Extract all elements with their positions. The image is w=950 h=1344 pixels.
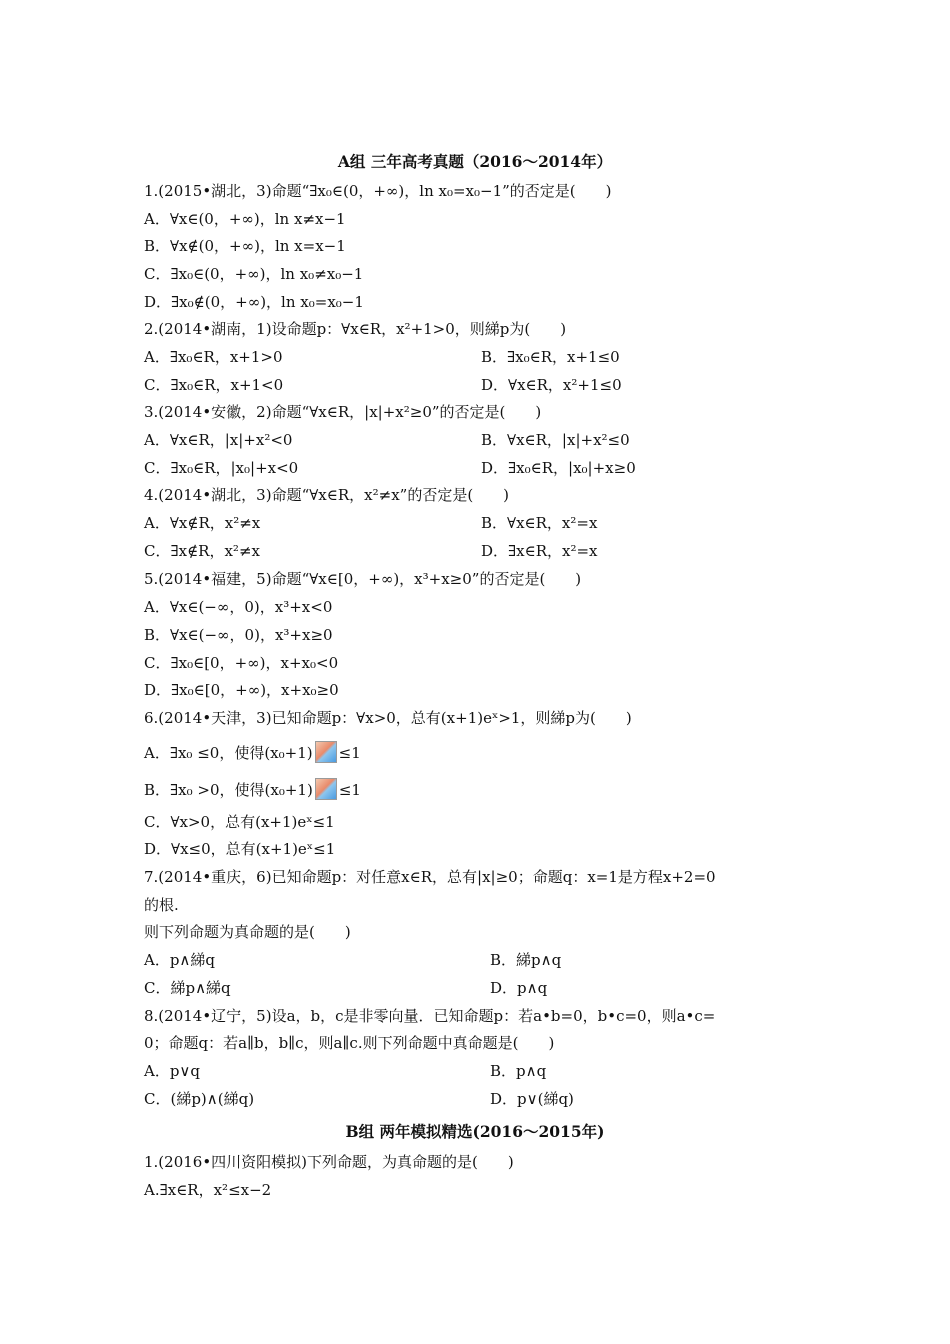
question-8-stem-cont: 0；命题q：若a∥b，b∥c，则a∥c.则下列命题中真命题是( ) bbox=[144, 1034, 555, 1052]
question-3-option-c: C．∃x₀∈R，|x₀|+x<0 bbox=[144, 459, 299, 477]
question-7-stem: 7.(2014•重庆，6)已知命题p：对任意x∈R，总有|x|≥0；命题q：x=1是方程x+2=0 bbox=[144, 868, 716, 886]
question-2-option-b: B．∃x₀∈R，x+1≤0 bbox=[481, 348, 620, 366]
section-b-question-1-stem: 1.(2016•四川资阳模拟)下列命题，为真命题的是( ) bbox=[144, 1153, 514, 1171]
question-7-stem-cont: 的根. bbox=[144, 896, 179, 914]
question-8-option-b: B．p∧q bbox=[490, 1062, 547, 1080]
question-4-option-c: C．∃x∉R，x²≠x bbox=[144, 542, 260, 560]
question-7-option-a: A．p∧綈q bbox=[144, 951, 216, 969]
question-4-option-d: D．∃x∈R，x²=x bbox=[481, 542, 598, 560]
question-4-option-a: A．∀x∉R，x²≠x bbox=[144, 514, 261, 532]
question-2-option-a: A．∃x₀∈R，x+1>0 bbox=[144, 348, 283, 366]
question-2-option-c: C．∃x₀∈R，x+1<0 bbox=[144, 376, 284, 394]
section-b-heading: B组 两年模拟精选(2016～2015年) bbox=[345, 1122, 605, 1141]
option-a-text: A．∃x₀ ≤0，使得(x₀+1) bbox=[144, 744, 313, 762]
question-8-option-a: A．p∨q bbox=[144, 1062, 201, 1080]
question-7-option-b: B．綈p∧q bbox=[490, 951, 562, 969]
broken-image-icon bbox=[315, 741, 337, 763]
question-1-option-a: A．∀x∈(0，+∞)，ln x≠x−1 bbox=[144, 210, 346, 228]
option-b-suffix: ≤1 bbox=[338, 781, 361, 799]
question-6-option-b bbox=[144, 778, 361, 800]
question-8-option-c: C．(綈p)∧(綈q) bbox=[144, 1090, 255, 1108]
question-5-option-d: D．∃x₀∈[0，+∞)，x+x₀≥0 bbox=[144, 681, 339, 699]
question-6-option-a bbox=[144, 741, 361, 763]
question-5-option-a: A．∀x∈(−∞，0)，x³+x<0 bbox=[144, 598, 333, 616]
section-b-question-1-option-a: A.∃x∈R，x²≤x−2 bbox=[144, 1181, 272, 1199]
question-4-stem: 4.(2014•湖北，3)命题“∀x∈R，x²≠x”的否定是( ) bbox=[144, 486, 510, 504]
option-a-suffix: ≤1 bbox=[338, 744, 361, 762]
question-3-option-b: B．∀x∈R，|x|+x²≤0 bbox=[481, 431, 630, 449]
question-7-prompt: 则下列命题为真命题的是( ) bbox=[144, 923, 351, 941]
option-b-text: B．∃x₀ >0，使得(x₀+1) bbox=[144, 781, 313, 799]
question-5-option-c: C．∃x₀∈[0，+∞)，x+x₀<0 bbox=[144, 654, 339, 672]
question-7-option-c: C．綈p∧綈q bbox=[144, 979, 231, 997]
question-4-option-b: B．∀x∈R，x²=x bbox=[481, 514, 598, 532]
question-3-option-d: D．∃x₀∈R，|x₀|+x≥0 bbox=[481, 459, 636, 477]
question-6-stem: 6.(2014•天津，3)已知命题p：∀x>0，总有(x+1)eˣ>1，则綈p为( ) bbox=[144, 709, 632, 727]
question-6-option-c: C．∀x>0，总有(x+1)eˣ≤1 bbox=[144, 813, 335, 831]
question-3-option-a: A．∀x∈R，|x|+x²<0 bbox=[144, 431, 293, 449]
section-a-heading: A组 三年高考真题（2016～2014年） bbox=[337, 152, 613, 171]
question-7-option-d: D．p∧q bbox=[490, 979, 548, 997]
question-8-stem: 8.(2014•辽宁，5)设a，b，c是非零向量．已知命题p：若a•b=0，b•c=0，则a•c= bbox=[144, 1007, 716, 1025]
question-2-stem: 2.(2014•湖南，1)设命题p：∀x∈R，x²+1>0，则綈p为( ) bbox=[144, 320, 567, 338]
question-2-option-d: D．∀x∈R，x²+1≤0 bbox=[481, 376, 622, 394]
question-5-option-b: B．∀x∈(−∞，0)，x³+x≥0 bbox=[144, 626, 333, 644]
question-6-option-d: D．∀x≤0，总有(x+1)eˣ≤1 bbox=[144, 840, 336, 858]
question-1-option-d: D．∃x₀∉(0，+∞)，ln x₀=x₀−1 bbox=[144, 293, 364, 311]
question-1-stem: 1.(2015•湖北，3)命题“∃x₀∈(0，+∞)，ln x₀=x₀−1”的否定是( ) bbox=[144, 182, 612, 200]
question-8-option-d: D．p∨(綈q) bbox=[490, 1090, 574, 1108]
question-1-option-c: C．∃x₀∈(0，+∞)，ln x₀≠x₀−1 bbox=[144, 265, 364, 283]
question-1-option-b: B．∀x∉(0，+∞)，ln x=x−1 bbox=[144, 237, 346, 255]
question-3-stem: 3.(2014•安徽，2)命题“∀x∈R，|x|+x²≥0”的否定是( ) bbox=[144, 403, 542, 421]
broken-image-icon bbox=[315, 778, 337, 800]
question-5-stem: 5.(2014•福建，5)命题“∀x∈[0，+∞)，x³+x≥0”的否定是( ) bbox=[144, 570, 582, 588]
